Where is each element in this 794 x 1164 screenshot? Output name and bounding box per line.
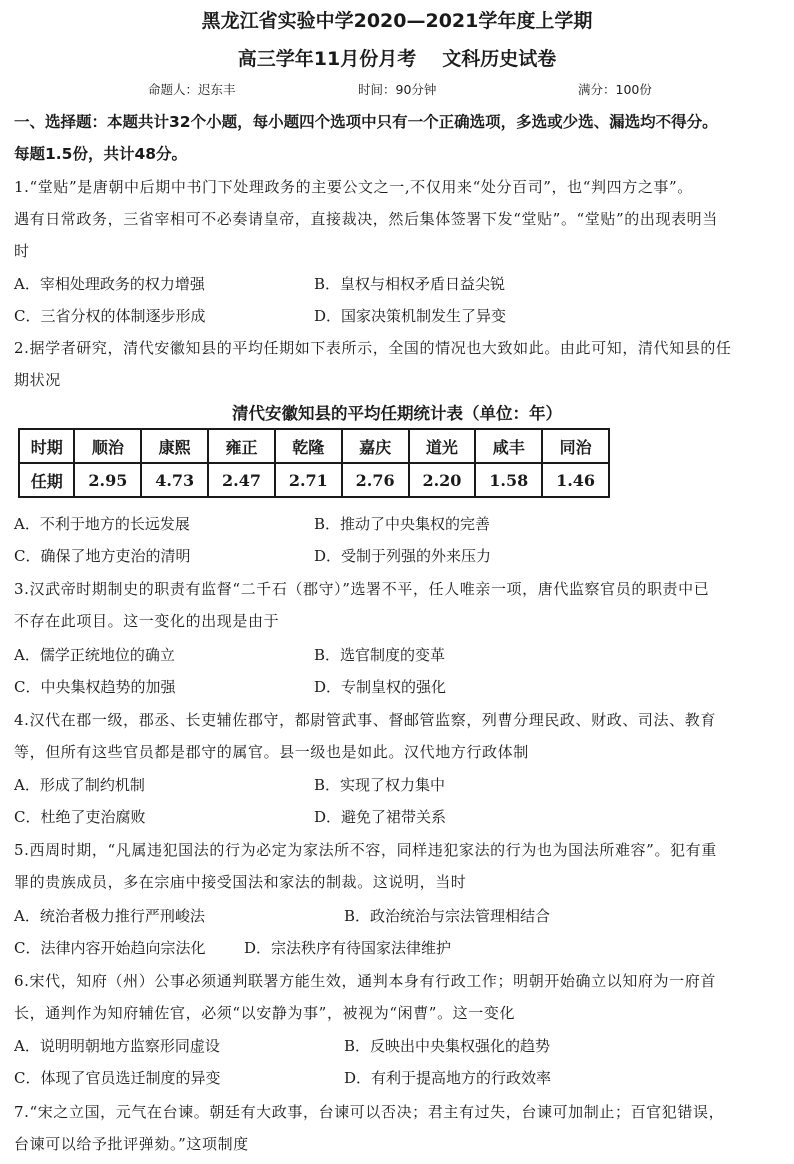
question-3-line-1: 3.汉武帝时期制史的职责有监督“二千石（郡守）”选署不平，任人唯亲一项，唐代监察官员的职责中已	[14, 580, 710, 598]
question-7-line-2: 台谏可以给予批评弹劾。”这项制度	[14, 1135, 249, 1153]
question-3-option-b: B．选官制度的变革	[314, 646, 446, 664]
exam-title-line2	[0, 44, 794, 71]
question-4-option-d: D．避免了裙带关系	[314, 808, 447, 826]
table-cell: 顺治	[74, 429, 141, 463]
question-6-option-a: A．说明明朝地方监察形同虚设	[14, 1037, 220, 1055]
table-row-period	[19, 429, 609, 463]
table-cell: 道光	[409, 429, 476, 463]
question-2-option-b: B．推动了中央集权的完善	[314, 515, 491, 533]
question-2-option-d: D．受制于列强的外来压力	[314, 547, 492, 565]
table-cell: 同治	[542, 429, 609, 463]
exam-title-line1: 黑龙江省实验中学2020—2021学年度上学期	[201, 10, 593, 32]
exam-time: 时间：90分钟	[358, 82, 437, 97]
table-title: 清代安徽知县的平均任期统计表（单位：年）	[232, 404, 562, 423]
table-cell: 乾隆	[275, 429, 342, 463]
question-1-line-3: 时	[14, 242, 30, 260]
table-cell: 任期	[19, 463, 74, 497]
question-5-option-c: C．法律内容开始趋向宗法化	[14, 939, 206, 957]
exam-title-subject: 文科历史试卷	[442, 48, 557, 70]
question-1-option-a: A．宰相处理政务的权力增强	[14, 275, 205, 293]
exam-author: 命题人：迟东丰	[148, 82, 236, 97]
question-4-line-2: 等，但所有这些官员都是郡守的属官。县一级也是如此。汉代地方行政体制	[14, 743, 529, 761]
question-2-line-2: 期状况	[14, 371, 61, 389]
question-4-option-a: A．形成了制约机制	[14, 776, 145, 794]
exam-title-grade: 高三学年11月份月考	[237, 48, 417, 70]
table-cell: 嘉庆	[342, 429, 409, 463]
question-6-line-2: 长，通判作为知府辅佐官，必须“以安静为事”，被视为“闲曹”。这一变化	[14, 1004, 516, 1022]
question-5-line-2: 罪的贵族成员，多在宗庙中接受国法和家法的制裁。这说明，当时	[14, 873, 467, 891]
question-1-option-c: C．三省分权的体制逐步形成	[14, 307, 206, 325]
question-2-option-c: C．确保了地方吏治的清明	[14, 547, 191, 565]
question-5-option-b: B．政治统治与宗法管理相结合	[344, 907, 551, 925]
question-3-option-c: C．中央集权趋势的加强	[14, 678, 176, 696]
question-1-line-2: 遇有日常政务，三省宰相可不必奏请皇帝，直接裁决，然后集体签署下发“堂贴”。“堂贴”的出现表明当	[14, 210, 718, 228]
question-5-line-1: 5.西周时期，“凡属违犯国法的行为必定为家法所不容，同样违犯家法的行为也为国法所难容”。犯有重	[14, 841, 717, 859]
question-1-option-b: B．皇权与相权矛盾日益尖锐	[314, 275, 506, 293]
question-6-option-b: B．反映出中央集权强化的趋势	[344, 1037, 551, 1055]
table-cell: 2.71	[275, 463, 342, 497]
table-cell: 2.47	[208, 463, 275, 497]
section-scoring: 每题1.5份，共计48分。	[14, 145, 188, 163]
section-heading: 一、选择题：本题共计32个小题，每小题四个选项中只有一个正确选项，多选或少选、漏选均不得分。	[14, 113, 718, 131]
question-2-option-a: A．不利于地方的长远发展	[14, 515, 190, 533]
question-6-option-d: D．有利于提高地方的行政效率	[344, 1069, 552, 1087]
table-cell: 雍正	[208, 429, 275, 463]
question-1-line-1: 1.“堂贴”是唐朝中后期中书门下处理政务的主要公文之一,不仅用来“处分百司”，也“判四方之事”。	[14, 178, 693, 196]
question-4-option-b: B．实现了权力集中	[314, 776, 446, 794]
table-cell: 康熙	[141, 429, 208, 463]
question-3-line-2: 不存在此项目。这一变化的出现是由于	[14, 612, 280, 630]
table-cell: 时期	[19, 429, 74, 463]
table-cell: 4.73	[141, 463, 208, 497]
question-3-option-d: D．专制皇权的强化	[314, 678, 447, 696]
table-cell: 2.95	[74, 463, 141, 497]
question-5-option-a: A．统治者极力推行严刑峻法	[14, 907, 205, 925]
table-cell: 2.76	[342, 463, 409, 497]
question-5-option-d: D．宗法秩序有待国家法律维护	[244, 939, 452, 957]
question-7-line-1: 7.“宋之立国，元气在台谏。朝廷有大政事，台谏可以否决；君主有过失，台谏可加制止；百官犯错误，	[14, 1103, 725, 1121]
table-cell: 2.20	[409, 463, 476, 497]
question-2-line-1: 2.据学者研究，清代安徽知县的平均任期如下表所示，全国的情况也大致如此。由此可知，清代知县的任	[14, 339, 732, 357]
question-4-option-c: C．杜绝了吏治腐败	[14, 808, 146, 826]
table-cell: 咸丰	[475, 429, 542, 463]
table-row-tenure	[19, 463, 609, 497]
table-cell: 1.46	[542, 463, 609, 497]
question-4-line-1: 4.汉代在郡一级，郡丞、长吏辅佐郡守，都尉管武事、督邮管监察，列曹分理民政、财政、司法、教育	[14, 711, 716, 729]
table-cell: 1.58	[475, 463, 542, 497]
exam-score: 满分：100份	[578, 82, 652, 97]
question-3-option-a: A．儒学正统地位的确立	[14, 646, 175, 664]
question-6-option-c: C．体现了官员选迁制度的异变	[14, 1069, 221, 1087]
question-1-option-d: D．国家决策机制发生了异变	[314, 307, 507, 325]
tenure-table	[18, 428, 610, 498]
question-6-line-1: 6.宋代，知府（州）公事必须通判联署方能生效，通判本身有行政工作；明朝开始确立以知府为一府首	[14, 972, 716, 990]
